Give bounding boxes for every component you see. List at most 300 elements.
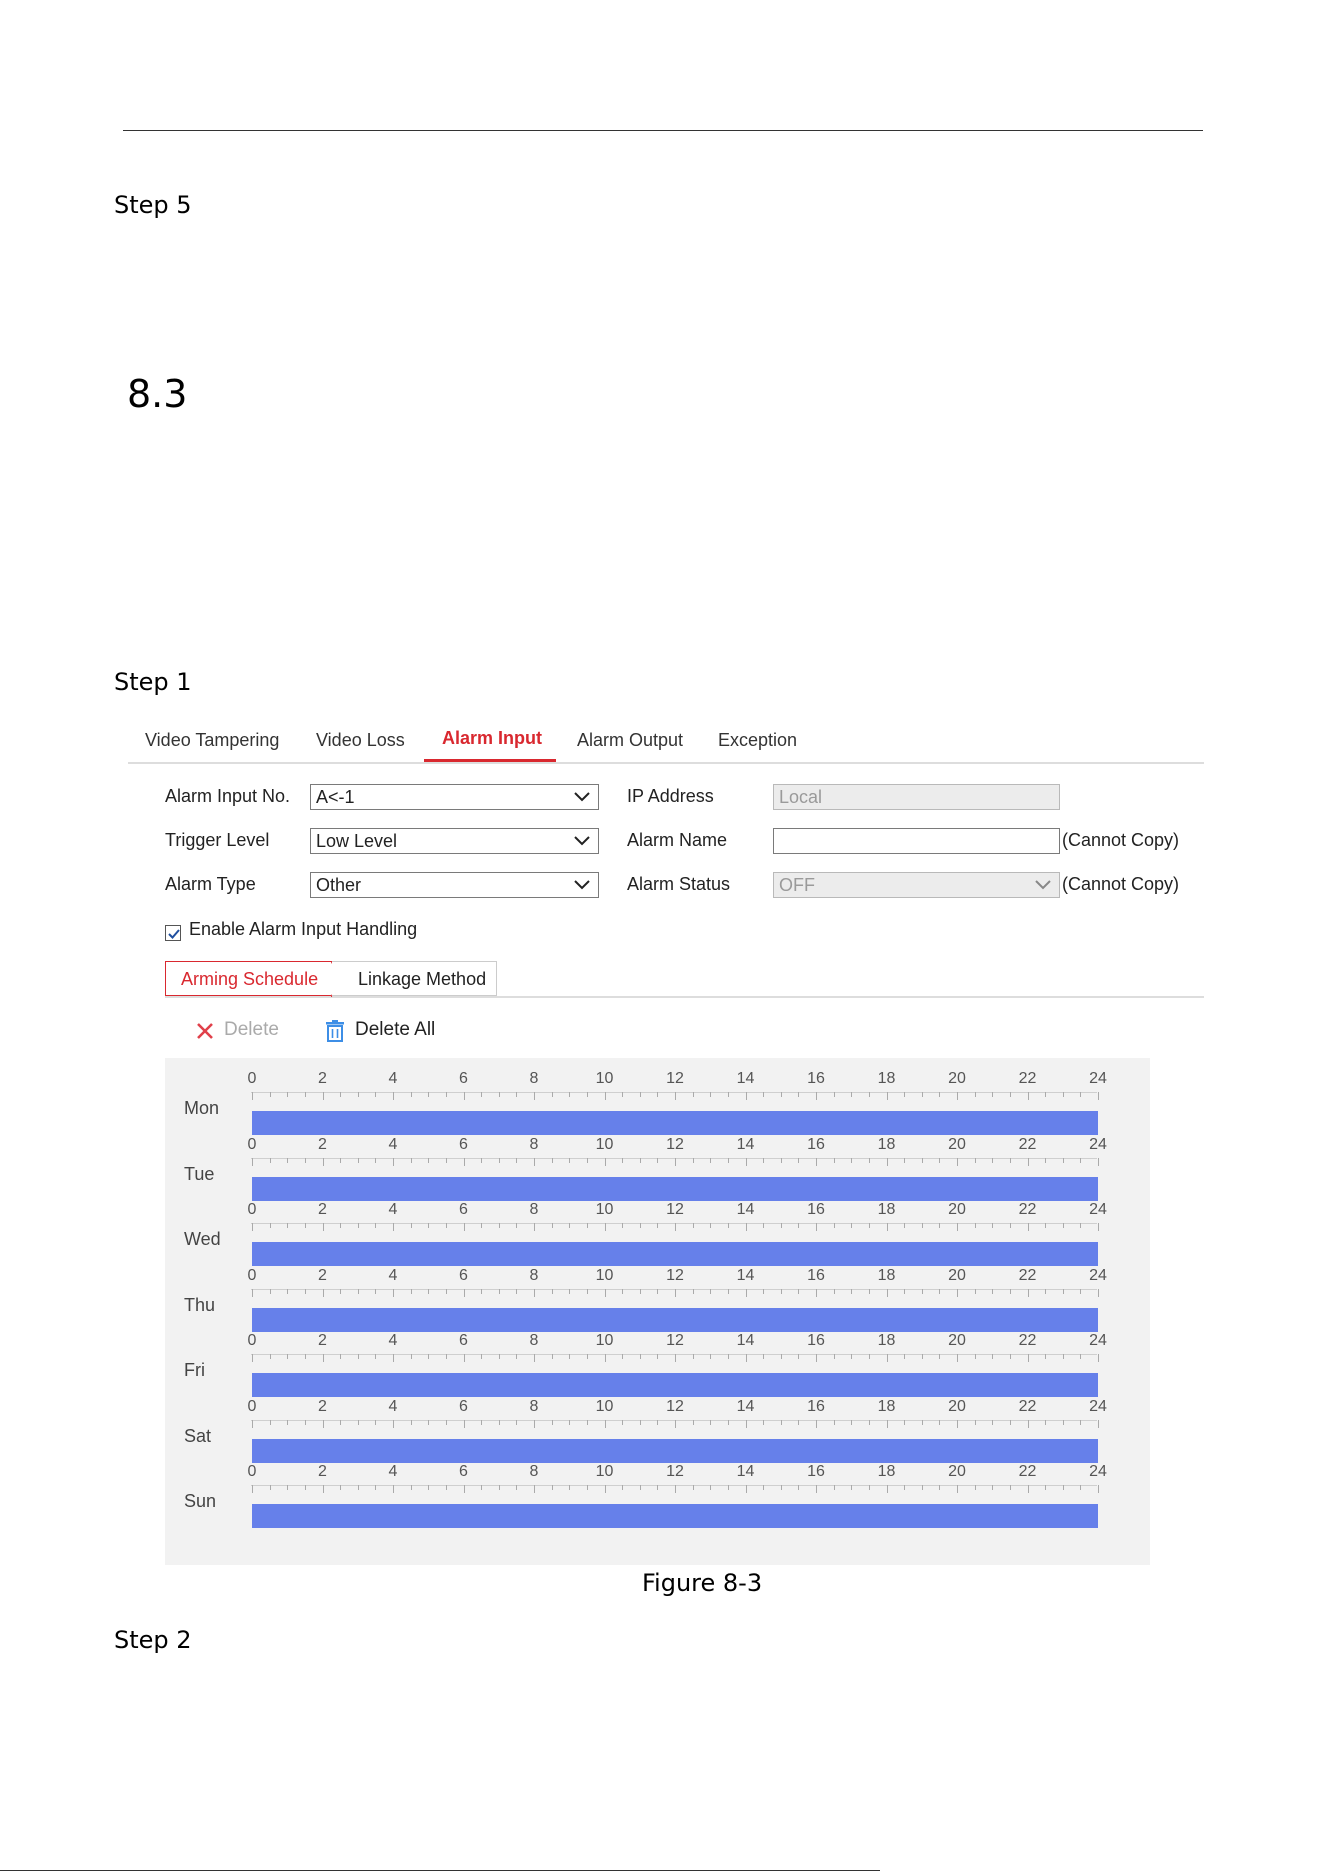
- timeline-tick: [869, 1354, 870, 1359]
- timeline-tick: [992, 1289, 993, 1294]
- timeline-tick: [1028, 1420, 1029, 1428]
- alarm-status-cannot-copy-note: (Cannot Copy): [1062, 874, 1180, 894]
- timeline-tick: [904, 1223, 905, 1228]
- timeline-tick: [992, 1092, 993, 1097]
- timeline-tick: [358, 1485, 359, 1490]
- timeline-tick: [569, 1289, 570, 1294]
- hour-tick-label: 4: [388, 1136, 398, 1153]
- timeline-tick: [904, 1289, 905, 1294]
- timeline-tick: [375, 1485, 376, 1490]
- hour-tick-label: 10: [595, 1332, 614, 1349]
- timeline-tick: [587, 1158, 588, 1163]
- hour-tick-label: 10: [595, 1136, 614, 1153]
- timeline-tick: [1045, 1354, 1046, 1359]
- timeline-tick: [693, 1485, 694, 1490]
- hour-tick-label: 24: [1089, 1201, 1107, 1218]
- timeline-tick: [340, 1420, 341, 1425]
- timeline-tick: [869, 1158, 870, 1163]
- timeline-axis: [251, 1420, 1097, 1421]
- timeline-tick: [1010, 1289, 1011, 1294]
- timeline-tick: [922, 1289, 923, 1294]
- timeline-tick: [323, 1223, 324, 1231]
- timeline-tick: [939, 1289, 940, 1294]
- timeline-tick: [834, 1420, 835, 1425]
- timeline-tick: [693, 1092, 694, 1097]
- timeline-tick: [975, 1223, 976, 1228]
- alarm-name-input[interactable]: [773, 828, 1060, 854]
- alarm-type-select[interactable]: [310, 872, 599, 898]
- timeline-tick: [834, 1354, 835, 1359]
- hour-tick-label: 22: [1018, 1136, 1037, 1153]
- timeline-tick: [411, 1420, 412, 1425]
- hour-tick-label: 20: [948, 1201, 966, 1218]
- timeline-tick: [834, 1158, 835, 1163]
- timeline-tick: [446, 1485, 447, 1490]
- hour-tick-label: 6: [459, 1332, 468, 1349]
- timeline-tick: [939, 1420, 940, 1425]
- timeline-tick: [1063, 1158, 1064, 1163]
- timeline-axis: [251, 1092, 1097, 1093]
- timeline-tick: [393, 1354, 394, 1362]
- hour-tick-label: 24: [1089, 1267, 1107, 1284]
- timeline-tick: [499, 1485, 500, 1490]
- delete-all-button-label: Delete All: [355, 1019, 436, 1040]
- trash-icon: [325, 1020, 345, 1042]
- timeline-tick: [622, 1289, 623, 1294]
- timeline-tick: [957, 1420, 958, 1428]
- timeline-tick: [693, 1354, 694, 1359]
- alarm-name-cannot-copy-note: (Cannot Copy): [1062, 830, 1180, 850]
- hour-tick-label: 0: [247, 1267, 257, 1284]
- timeline-tick: [516, 1420, 517, 1425]
- timeline-tick: [411, 1289, 412, 1294]
- timeline-tick: [340, 1354, 341, 1359]
- timeline-tick: [675, 1420, 676, 1428]
- timeline-tick: [657, 1420, 658, 1425]
- timeline-tick: [569, 1223, 570, 1228]
- subtab-divider: [165, 996, 1204, 998]
- timeline-tick: [534, 1485, 535, 1493]
- hour-tick-label: 6: [459, 1136, 468, 1153]
- timeline-tick: [481, 1158, 482, 1163]
- timeline-tick: [358, 1354, 359, 1359]
- timeline-tick: [922, 1485, 923, 1490]
- timeline-tick: [657, 1289, 658, 1294]
- timeline-tick: [622, 1092, 623, 1097]
- ip-address-value: Local: [779, 787, 823, 807]
- timeline-tick: [693, 1223, 694, 1228]
- timeline-tick: [481, 1289, 482, 1294]
- timeline-tick: [605, 1092, 606, 1100]
- timeline-tick: [1063, 1354, 1064, 1359]
- timeline-tick: [252, 1289, 253, 1297]
- timeline-tick: [746, 1485, 747, 1493]
- alarm-name-label: Alarm Name: [627, 830, 728, 850]
- timeline-tick: [1045, 1420, 1046, 1425]
- figure-caption: Figure 8-3: [642, 1569, 763, 1597]
- timeline-tick: [481, 1485, 482, 1490]
- timeline-tick: [340, 1289, 341, 1294]
- checkmark-icon: [166, 926, 182, 942]
- timeline-axis: [251, 1354, 1097, 1355]
- timeline-tick: [464, 1158, 465, 1166]
- hour-tick-label: 2: [318, 1332, 327, 1349]
- schedule-row-sat[interactable]: [165, 1386, 1150, 1452]
- enable-alarm-label: Enable Alarm Input Handling: [189, 919, 418, 939]
- day-label: Wed: [184, 1229, 221, 1249]
- hour-tick-label: 20: [948, 1463, 966, 1480]
- timeline-tick: [693, 1420, 694, 1425]
- timeline-tick: [763, 1354, 764, 1359]
- timeline-tick: [957, 1485, 958, 1493]
- schedule-row-mon[interactable]: [165, 1058, 1150, 1124]
- timeline-tick: [710, 1289, 711, 1294]
- timeline-tick: [728, 1158, 729, 1163]
- timeline-tick: [992, 1354, 993, 1359]
- timeline-tick: [464, 1289, 465, 1297]
- delete-button[interactable]: [196, 1017, 296, 1045]
- hour-tick-label: 24: [1089, 1463, 1107, 1480]
- timeline-tick: [411, 1158, 412, 1163]
- timeline-tick: [657, 1354, 658, 1359]
- timeline-tick: [446, 1420, 447, 1425]
- timeline-tick: [992, 1223, 993, 1228]
- timeline-tick: [816, 1420, 817, 1428]
- timeline-tick: [552, 1092, 553, 1097]
- schedule-row-sun[interactable]: [165, 1451, 1150, 1517]
- hour-tick-label: 12: [666, 1332, 684, 1349]
- timeline-tick: [992, 1420, 993, 1425]
- timeline-tick: [464, 1223, 465, 1231]
- chevron-down-icon: [1033, 876, 1053, 894]
- timeline-tick: [287, 1485, 288, 1490]
- timeline-tick: [446, 1354, 447, 1359]
- hour-tick-label: 14: [736, 1201, 755, 1218]
- timeline-tick: [781, 1420, 782, 1425]
- timeline-tick: [1010, 1485, 1011, 1490]
- timeline-tick: [587, 1420, 588, 1425]
- timeline-tick: [622, 1223, 623, 1228]
- timeline-tick: [763, 1092, 764, 1097]
- timeline-tick: [1045, 1092, 1046, 1097]
- timeline-tick: [869, 1485, 870, 1490]
- timeline-tick: [939, 1485, 940, 1490]
- timeline-tick: [887, 1354, 888, 1362]
- hour-tick-label: 2: [318, 1201, 327, 1218]
- timeline-tick: [605, 1420, 606, 1428]
- alarm-status-value: OFF: [779, 875, 815, 895]
- timeline-tick: [516, 1158, 517, 1163]
- timeline-tick: [305, 1485, 306, 1490]
- timeline-tick: [834, 1485, 835, 1490]
- timeline-tick: [499, 1223, 500, 1228]
- hour-tick-label: 20: [948, 1267, 966, 1284]
- timeline-tick: [1010, 1158, 1011, 1163]
- timeline-tick: [746, 1158, 747, 1166]
- timeline-tick: [746, 1289, 747, 1297]
- event-tab-bar: [128, 720, 1204, 764]
- timeline-tick: [287, 1289, 288, 1294]
- tab-video-loss[interactable]: Video Loss: [316, 730, 405, 750]
- timeline-tick: [534, 1158, 535, 1166]
- timeline-tick: [499, 1420, 500, 1425]
- subtab-arming-label: Arming Schedule: [181, 969, 319, 989]
- timeline-tick: [798, 1485, 799, 1490]
- timeline-tick: [640, 1289, 641, 1294]
- timeline-tick: [1045, 1223, 1046, 1228]
- hour-tick-label: 8: [529, 1267, 539, 1284]
- timeline-tick: [270, 1485, 271, 1490]
- timeline-tick: [640, 1223, 641, 1228]
- timeline-tick: [992, 1485, 993, 1490]
- timeline-tick: [798, 1420, 799, 1425]
- timeline-tick: [393, 1485, 394, 1493]
- hour-tick-label: 20: [948, 1070, 966, 1087]
- timeline-tick: [499, 1354, 500, 1359]
- schedule-row-tue[interactable]: [165, 1124, 1150, 1190]
- subtab-arming-schedule[interactable]: [165, 961, 332, 996]
- timeline-tick: [393, 1158, 394, 1166]
- timeline-tick: [411, 1092, 412, 1097]
- hour-tick-label: 0: [247, 1463, 257, 1480]
- timeline-tick: [605, 1354, 606, 1362]
- hour-tick-label: 6: [459, 1398, 468, 1415]
- timeline-tick: [851, 1420, 852, 1425]
- timeline-tick: [675, 1092, 676, 1100]
- timeline-tick: [252, 1223, 253, 1231]
- timeline-tick: [499, 1158, 500, 1163]
- hour-tick-label: 8: [529, 1070, 539, 1087]
- timeline-tick: [657, 1158, 658, 1163]
- timeline-tick: [499, 1289, 500, 1294]
- timeline-tick: [728, 1420, 729, 1425]
- schedule-row-fri[interactable]: [165, 1320, 1150, 1386]
- hour-tick-label: 16: [807, 1201, 825, 1218]
- subtab-linkage-method[interactable]: [332, 961, 497, 996]
- timeline-tick: [1010, 1223, 1011, 1228]
- timeline-tick: [252, 1158, 253, 1166]
- timeline-tick: [552, 1289, 553, 1294]
- alarm-input-no-select[interactable]: [310, 784, 599, 810]
- day-label: Mon: [184, 1098, 220, 1118]
- timeline-axis: [251, 1158, 1097, 1159]
- section-number: 8.3: [127, 372, 188, 416]
- timeline-tick: [1098, 1485, 1099, 1493]
- hour-tick-label: 20: [948, 1136, 966, 1153]
- timeline-tick: [270, 1420, 271, 1425]
- hour-tick-label: 16: [807, 1070, 825, 1087]
- timeline-tick: [816, 1289, 817, 1297]
- tab-video-tampering[interactable]: Video Tampering: [145, 730, 280, 750]
- timeline-axis: [251, 1289, 1097, 1290]
- hour-tick-label: 4: [388, 1463, 398, 1480]
- timeline-tick: [411, 1485, 412, 1490]
- timeline-axis: [251, 1485, 1097, 1486]
- timeline-tick: [763, 1420, 764, 1425]
- arming-schedule-grid: [165, 1058, 1150, 1565]
- timeline-tick: [1028, 1223, 1029, 1231]
- tab-alarm-output[interactable]: Alarm Output: [577, 730, 684, 750]
- timeline-tick: [270, 1354, 271, 1359]
- timeline-tick: [781, 1092, 782, 1097]
- timeline-tick: [1098, 1092, 1099, 1100]
- trigger-level-select[interactable]: [310, 828, 599, 854]
- timeline-tick: [287, 1092, 288, 1097]
- hour-tick-label: 16: [807, 1398, 825, 1415]
- timeline-tick: [816, 1158, 817, 1166]
- hour-tick-label: 22: [1018, 1398, 1037, 1415]
- ip-address-label: IP Address: [627, 786, 714, 806]
- hour-tick-label: 18: [877, 1463, 896, 1480]
- step-5-label: Step 5: [114, 191, 192, 219]
- timeline-tick: [869, 1223, 870, 1228]
- hour-tick-label: 10: [595, 1267, 614, 1284]
- timeline-tick: [869, 1092, 870, 1097]
- timeline-tick: [375, 1354, 376, 1359]
- hour-tick-label: 8: [529, 1398, 539, 1415]
- timeline-tick: [851, 1289, 852, 1294]
- hour-tick-label: 20: [948, 1398, 966, 1415]
- timeline-tick: [887, 1158, 888, 1166]
- timeline-tick: [446, 1223, 447, 1228]
- delete-all-button[interactable]: [325, 1017, 455, 1045]
- timeline-tick: [287, 1420, 288, 1425]
- timeline-tick: [763, 1289, 764, 1294]
- timeline-tick: [851, 1092, 852, 1097]
- day-label: Fri: [184, 1360, 205, 1380]
- hour-tick-label: 16: [807, 1463, 825, 1480]
- day-label: Tue: [184, 1164, 215, 1184]
- timeline-tick: [534, 1289, 535, 1297]
- timeline-tick: [605, 1289, 606, 1297]
- timeline-tick: [1080, 1223, 1081, 1228]
- timeline-tick: [287, 1223, 288, 1228]
- timeline-tick: [428, 1354, 429, 1359]
- schedule-bar[interactable]: [252, 1504, 1098, 1528]
- timeline-tick: [640, 1092, 641, 1097]
- timeline-tick: [904, 1485, 905, 1490]
- timeline-tick: [587, 1092, 588, 1097]
- timeline-tick: [375, 1092, 376, 1097]
- timeline-tick: [675, 1485, 676, 1493]
- timeline-tick: [605, 1485, 606, 1493]
- timeline-tick: [939, 1158, 940, 1163]
- timeline-tick: [693, 1289, 694, 1294]
- hour-tick-label: 6: [459, 1267, 468, 1284]
- hour-tick-label: 4: [388, 1267, 398, 1284]
- timeline-tick: [675, 1158, 676, 1166]
- timeline-tick: [252, 1354, 253, 1362]
- timeline-tick: [446, 1158, 447, 1163]
- timeline-tick: [446, 1289, 447, 1294]
- hour-tick-label: 2: [318, 1267, 327, 1284]
- schedule-row-wed[interactable]: [165, 1189, 1150, 1255]
- hour-tick-label: 14: [736, 1463, 755, 1480]
- timeline-tick: [975, 1354, 976, 1359]
- day-label: Sat: [184, 1426, 212, 1446]
- hour-tick-label: 22: [1018, 1463, 1037, 1480]
- timeline-tick: [975, 1420, 976, 1425]
- timeline-tick: [922, 1223, 923, 1228]
- tab-alarm-input[interactable]: Alarm Input: [442, 728, 543, 748]
- timeline-tick: [1098, 1354, 1099, 1362]
- hour-tick-label: 18: [877, 1398, 896, 1415]
- timeline-tick: [710, 1092, 711, 1097]
- delete-button-label: Delete: [224, 1019, 279, 1040]
- timeline-tick: [1010, 1092, 1011, 1097]
- hour-tick-label: 20: [948, 1332, 966, 1349]
- timeline-tick: [587, 1485, 588, 1490]
- timeline-tick: [957, 1223, 958, 1231]
- timeline-tick: [323, 1092, 324, 1100]
- timeline-tick: [710, 1420, 711, 1425]
- timeline-tick: [587, 1354, 588, 1359]
- timeline-tick: [464, 1420, 465, 1428]
- timeline-tick: [305, 1354, 306, 1359]
- timeline-tick: [798, 1289, 799, 1294]
- schedule-row-thu[interactable]: [165, 1255, 1150, 1321]
- hour-tick-label: 12: [666, 1463, 684, 1480]
- timeline-tick: [975, 1092, 976, 1097]
- timeline-tick: [675, 1354, 676, 1362]
- hour-tick-label: 2: [318, 1398, 327, 1415]
- hour-tick-label: 2: [318, 1463, 327, 1480]
- timeline-tick: [323, 1420, 324, 1428]
- tab-exception[interactable]: Exception: [718, 730, 798, 750]
- timeline-tick: [1080, 1289, 1081, 1294]
- hour-tick-label: 16: [807, 1136, 825, 1153]
- chevron-down-icon: [572, 832, 592, 850]
- timeline-tick: [763, 1485, 764, 1490]
- timeline-tick: [340, 1223, 341, 1228]
- timeline-tick: [516, 1354, 517, 1359]
- timeline-tick: [816, 1092, 817, 1100]
- hour-tick-label: 10: [595, 1070, 614, 1087]
- timeline-tick: [516, 1485, 517, 1490]
- timeline-tick: [1063, 1223, 1064, 1228]
- timeline-tick: [939, 1354, 940, 1359]
- timeline-tick: [1098, 1289, 1099, 1297]
- enable-alarm-checkbox[interactable]: [165, 925, 181, 941]
- hour-tick-label: 4: [388, 1070, 398, 1087]
- day-label: Thu: [184, 1295, 216, 1315]
- timeline-tick: [1028, 1289, 1029, 1297]
- timeline-tick: [605, 1158, 606, 1166]
- timeline-tick: [605, 1223, 606, 1231]
- timeline-axis: [251, 1223, 1097, 1224]
- hour-tick-label: 0: [247, 1201, 257, 1218]
- timeline-tick: [975, 1485, 976, 1490]
- timeline-tick: [305, 1289, 306, 1294]
- timeline-tick: [904, 1420, 905, 1425]
- timeline-tick: [569, 1485, 570, 1490]
- timeline-tick: [428, 1223, 429, 1228]
- timeline-tick: [305, 1092, 306, 1097]
- timeline-tick: [975, 1289, 976, 1294]
- timeline-tick: [693, 1158, 694, 1163]
- timeline-tick: [1080, 1354, 1081, 1359]
- hour-tick-label: 24: [1089, 1070, 1107, 1087]
- hour-tick-label: 12: [666, 1070, 684, 1087]
- timeline-tick: [922, 1420, 923, 1425]
- timeline-tick: [1063, 1420, 1064, 1425]
- timeline-tick: [375, 1223, 376, 1228]
- timeline-tick: [375, 1420, 376, 1425]
- timeline-tick: [746, 1354, 747, 1362]
- alarm-type-value: Other: [316, 875, 362, 895]
- timeline-tick: [657, 1485, 658, 1490]
- timeline-tick: [728, 1485, 729, 1490]
